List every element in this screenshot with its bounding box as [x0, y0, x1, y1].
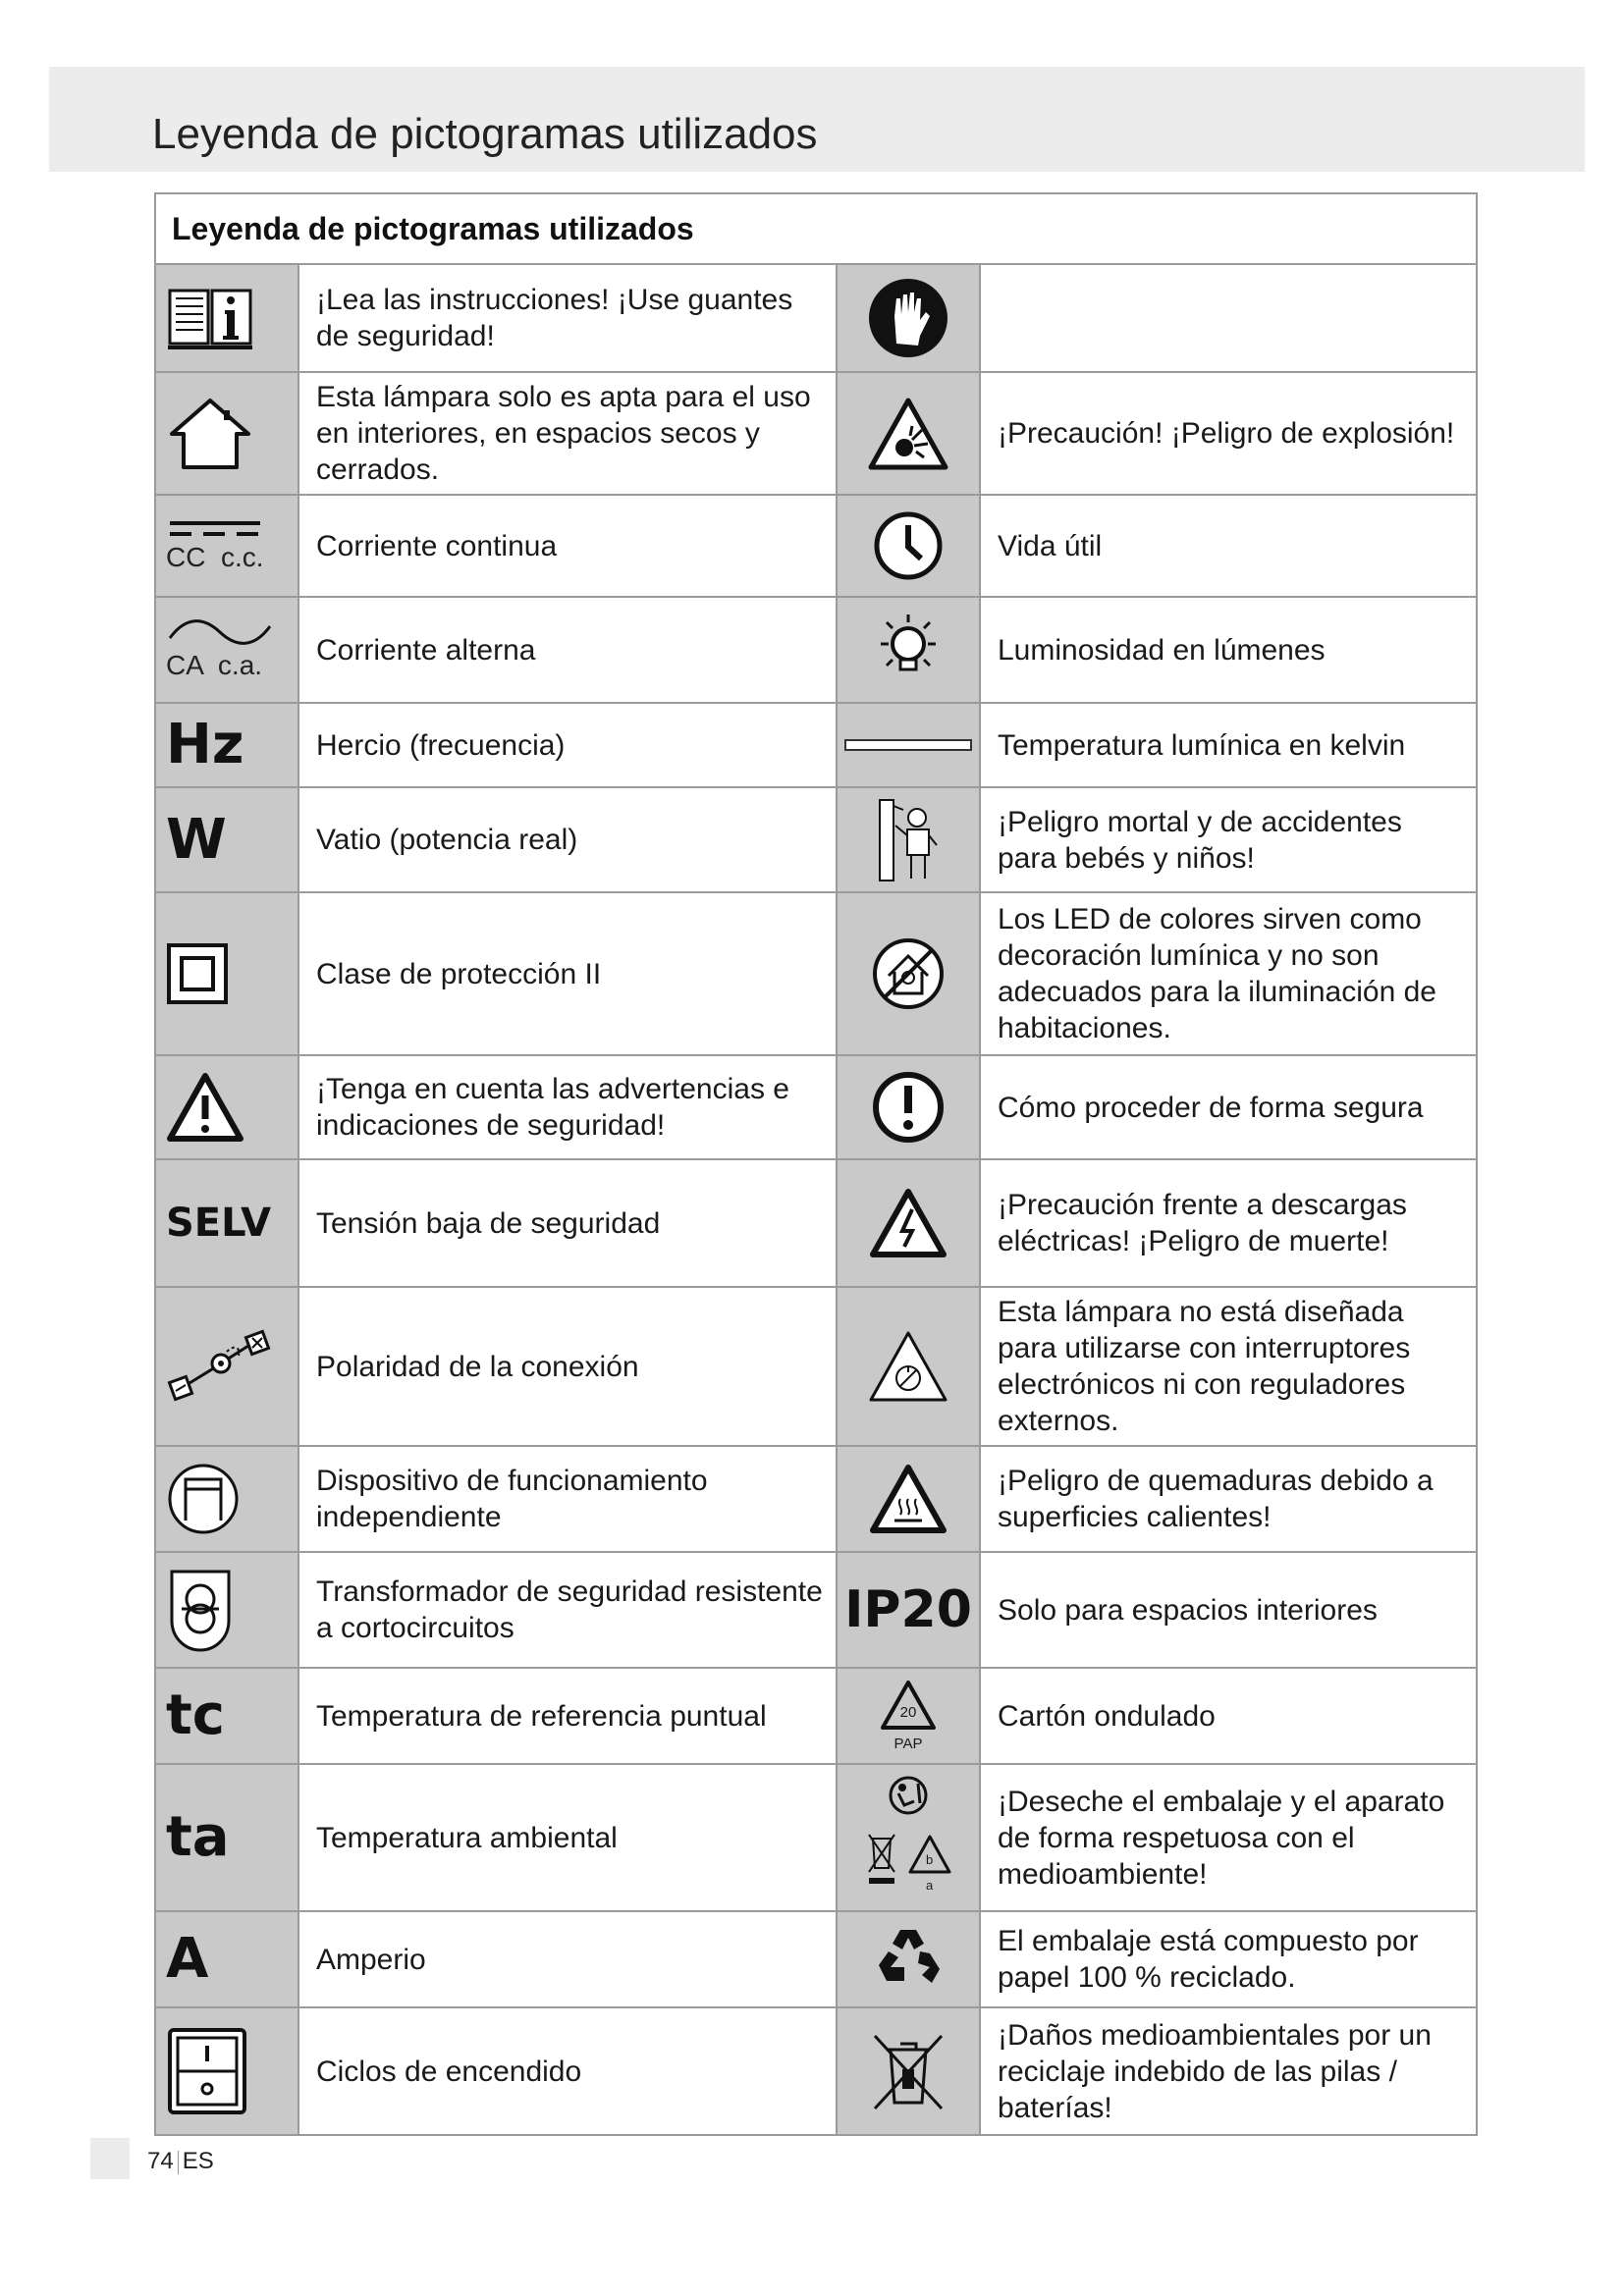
direct-current-label: CC c.c. [166, 542, 264, 572]
table-row [155, 1552, 1477, 1668]
table-row [155, 597, 1477, 703]
icon-cell [155, 1287, 298, 1446]
direct-current-icon [166, 518, 264, 538]
safety-transformer-icon [166, 1566, 235, 1654]
table-row [155, 1911, 1477, 2007]
row-text-left: Corriente continua [298, 495, 837, 597]
row-text-left: Tensión baja de seguridad [298, 1159, 837, 1287]
row-text-left: Dispositivo de funcionamiento independiente [298, 1446, 837, 1552]
icon-cell [837, 1055, 980, 1159]
polarity-icon [166, 1322, 274, 1411]
table-row [155, 2007, 1477, 2135]
icon-cell [837, 1159, 980, 1287]
no-room-lighting-icon [871, 936, 946, 1011]
table-row [155, 1055, 1477, 1159]
table-row [155, 1764, 1477, 1911]
light-bulb-icon [867, 609, 949, 691]
table-row [155, 372, 1477, 495]
row-text-left: Vatio (potencia real) [298, 787, 837, 892]
row-text-left: Amperio [298, 1911, 837, 2007]
table-row [155, 1159, 1477, 1287]
row-text-left: Temperatura de referencia puntual [298, 1668, 837, 1764]
row-text-right: Cómo proceder de forma segura [980, 1055, 1477, 1159]
row-text-right: El embalaje está compuesto por papel 100 % reciclado. [980, 1911, 1477, 2007]
hertz-symbol: Hz [166, 713, 244, 776]
icon-cell [155, 1911, 298, 2007]
page-number: 74 [147, 2148, 174, 2174]
row-text-left: Clase de protección II [298, 892, 837, 1055]
table-row [155, 703, 1477, 787]
icon-cell [837, 2007, 980, 2135]
icon-cell [155, 2007, 298, 2135]
footer-divider [178, 2151, 179, 2174]
icon-cell [155, 1446, 298, 1552]
page-language: ES [182, 2148, 214, 2174]
icon-cell [155, 703, 298, 787]
recycled-paper-icon [871, 1924, 946, 1995]
hot-surface-icon [869, 1464, 947, 1534]
pap-number: 20 [899, 1704, 917, 1721]
table-row [155, 264, 1477, 372]
header-band [49, 67, 1585, 172]
row-text-left: ¡Lea las instrucciones! ¡Use guantes de seguridad! [298, 264, 837, 372]
icon-cell [837, 703, 980, 787]
row-text-right: Cartón ondulado [980, 1668, 1477, 1764]
warning-triangle-icon [166, 1072, 244, 1143]
row-text-left: Hercio (frecuencia) [298, 703, 837, 787]
table-title: Leyenda de pictogramas utilizados [155, 193, 1477, 264]
icon-cell [837, 1552, 980, 1668]
alternating-current-label: CA c.a. [166, 650, 263, 680]
row-text-left: Ciclos de encendido [298, 2007, 837, 2135]
recycle-a-label: a [926, 1878, 934, 1893]
protection-class-ii-icon [166, 942, 229, 1005]
tc-symbol: tc [166, 1683, 225, 1747]
icon-cell [837, 372, 980, 495]
independent-device-icon [166, 1462, 241, 1536]
table-row [155, 892, 1477, 1055]
icon-cell [837, 264, 980, 372]
pap-label: PAP [893, 1735, 923, 1752]
page-footer [147, 2148, 214, 2175]
watt-symbol: W [166, 807, 227, 872]
ta-symbol: ta [166, 1805, 230, 1869]
child-danger-icon [874, 796, 943, 884]
table-row [155, 787, 1477, 892]
icon-cell [155, 597, 298, 703]
icon-cell [837, 597, 980, 703]
icon-cell [155, 1668, 298, 1764]
disposal-symbols-icon [859, 1774, 957, 1901]
icon-cell [155, 1159, 298, 1287]
ip20-symbol: IP20 [844, 1580, 972, 1639]
row-text-right [980, 264, 1477, 372]
row-text-right: Temperatura lumínica en kelvin [980, 703, 1477, 787]
electric-shock-icon [869, 1188, 947, 1258]
icon-cell [155, 787, 298, 892]
row-text-right: Luminosidad en lúmenes [980, 597, 1477, 703]
read-instructions-icon [166, 283, 254, 353]
color-temperature-bar-icon [844, 738, 972, 752]
icon-cell [837, 1911, 980, 2007]
table-row [155, 1287, 1477, 1446]
row-text-right: Solo para espacios interiores [980, 1552, 1477, 1668]
pictogram-legend-table [154, 192, 1478, 2136]
row-text-right: ¡Peligro de quemaduras debido a superficies calientes! [980, 1446, 1477, 1552]
icon-cell [155, 495, 298, 597]
clock-icon [872, 509, 945, 582]
icon-cell [837, 1668, 980, 1764]
table-row [155, 495, 1477, 597]
battery-disposal-icon [869, 2030, 947, 2112]
icon-cell [837, 1764, 980, 1911]
explosion-warning-icon [867, 397, 949, 471]
row-text-right: ¡Deseche el embalaje y el aparato de forma respetuosa con el medioambiente! [980, 1764, 1477, 1911]
row-text-right: Esta lámpara no está diseñada para utilizarse con interruptores electrónicos ni con reguladores externos. [980, 1287, 1477, 1446]
recycle-b-label: b [926, 1852, 934, 1867]
row-text-left: Esta lámpara solo es apta para el uso en interiores, en espacios secos y cerrados. [298, 372, 837, 495]
icon-cell [837, 495, 980, 597]
icon-cell [155, 1552, 298, 1668]
row-text-left: Corriente alterna [298, 597, 837, 703]
table-row [155, 1668, 1477, 1764]
table-title-row [155, 193, 1477, 264]
switch-cycles-icon [166, 2026, 248, 2116]
ampere-symbol: A [166, 1927, 209, 1991]
corrugated-cardboard-icon [877, 1677, 940, 1755]
dispose-environment-icon [859, 1774, 957, 1901]
icon-cell [155, 1764, 298, 1911]
icon-cell [837, 892, 980, 1055]
page-title: Leyenda de pictogramas utilizados [152, 110, 818, 158]
row-text-right: Los LED de colores sirven como decoración lumínica y no son adecuados para la iluminación de habitaciones. [980, 892, 1477, 1055]
row-text-left: Temperatura ambiental [298, 1764, 837, 1911]
row-text-right: ¡Daños medioambientales por un reciclaje indebido de las pilas / baterías! [980, 2007, 1477, 2135]
row-text-right: ¡Peligro mortal y de accidentes para bebés y niños! [980, 787, 1477, 892]
indoor-house-icon [166, 395, 254, 473]
row-text-right: ¡Precaución frente a descargas eléctricas! ¡Peligro de muerte! [980, 1159, 1477, 1287]
row-text-left: ¡Tenga en cuenta las advertencias e indicaciones de seguridad! [298, 1055, 837, 1159]
safety-procedure-icon [871, 1070, 946, 1145]
row-text-right: Vida útil [980, 495, 1477, 597]
footer-marker [90, 2138, 130, 2179]
row-text-right: ¡Precaución! ¡Peligro de explosión! [980, 372, 1477, 495]
alternating-current-icon [166, 618, 274, 646]
icon-cell [837, 1446, 980, 1552]
icon-cell [837, 787, 980, 892]
icon-cell [155, 372, 298, 495]
table-row [155, 1446, 1477, 1552]
row-text-left: Polaridad de la conexión [298, 1287, 837, 1446]
icon-cell [155, 264, 298, 372]
icon-cell [155, 1055, 298, 1159]
safety-gloves-icon [867, 277, 949, 359]
row-text-left: Transformador de seguridad resistente a cortocircuitos [298, 1552, 837, 1668]
icon-cell [837, 1287, 980, 1446]
selv-symbol: SELV [166, 1201, 272, 1246]
icon-cell [155, 892, 298, 1055]
no-dimmer-icon [867, 1329, 949, 1404]
